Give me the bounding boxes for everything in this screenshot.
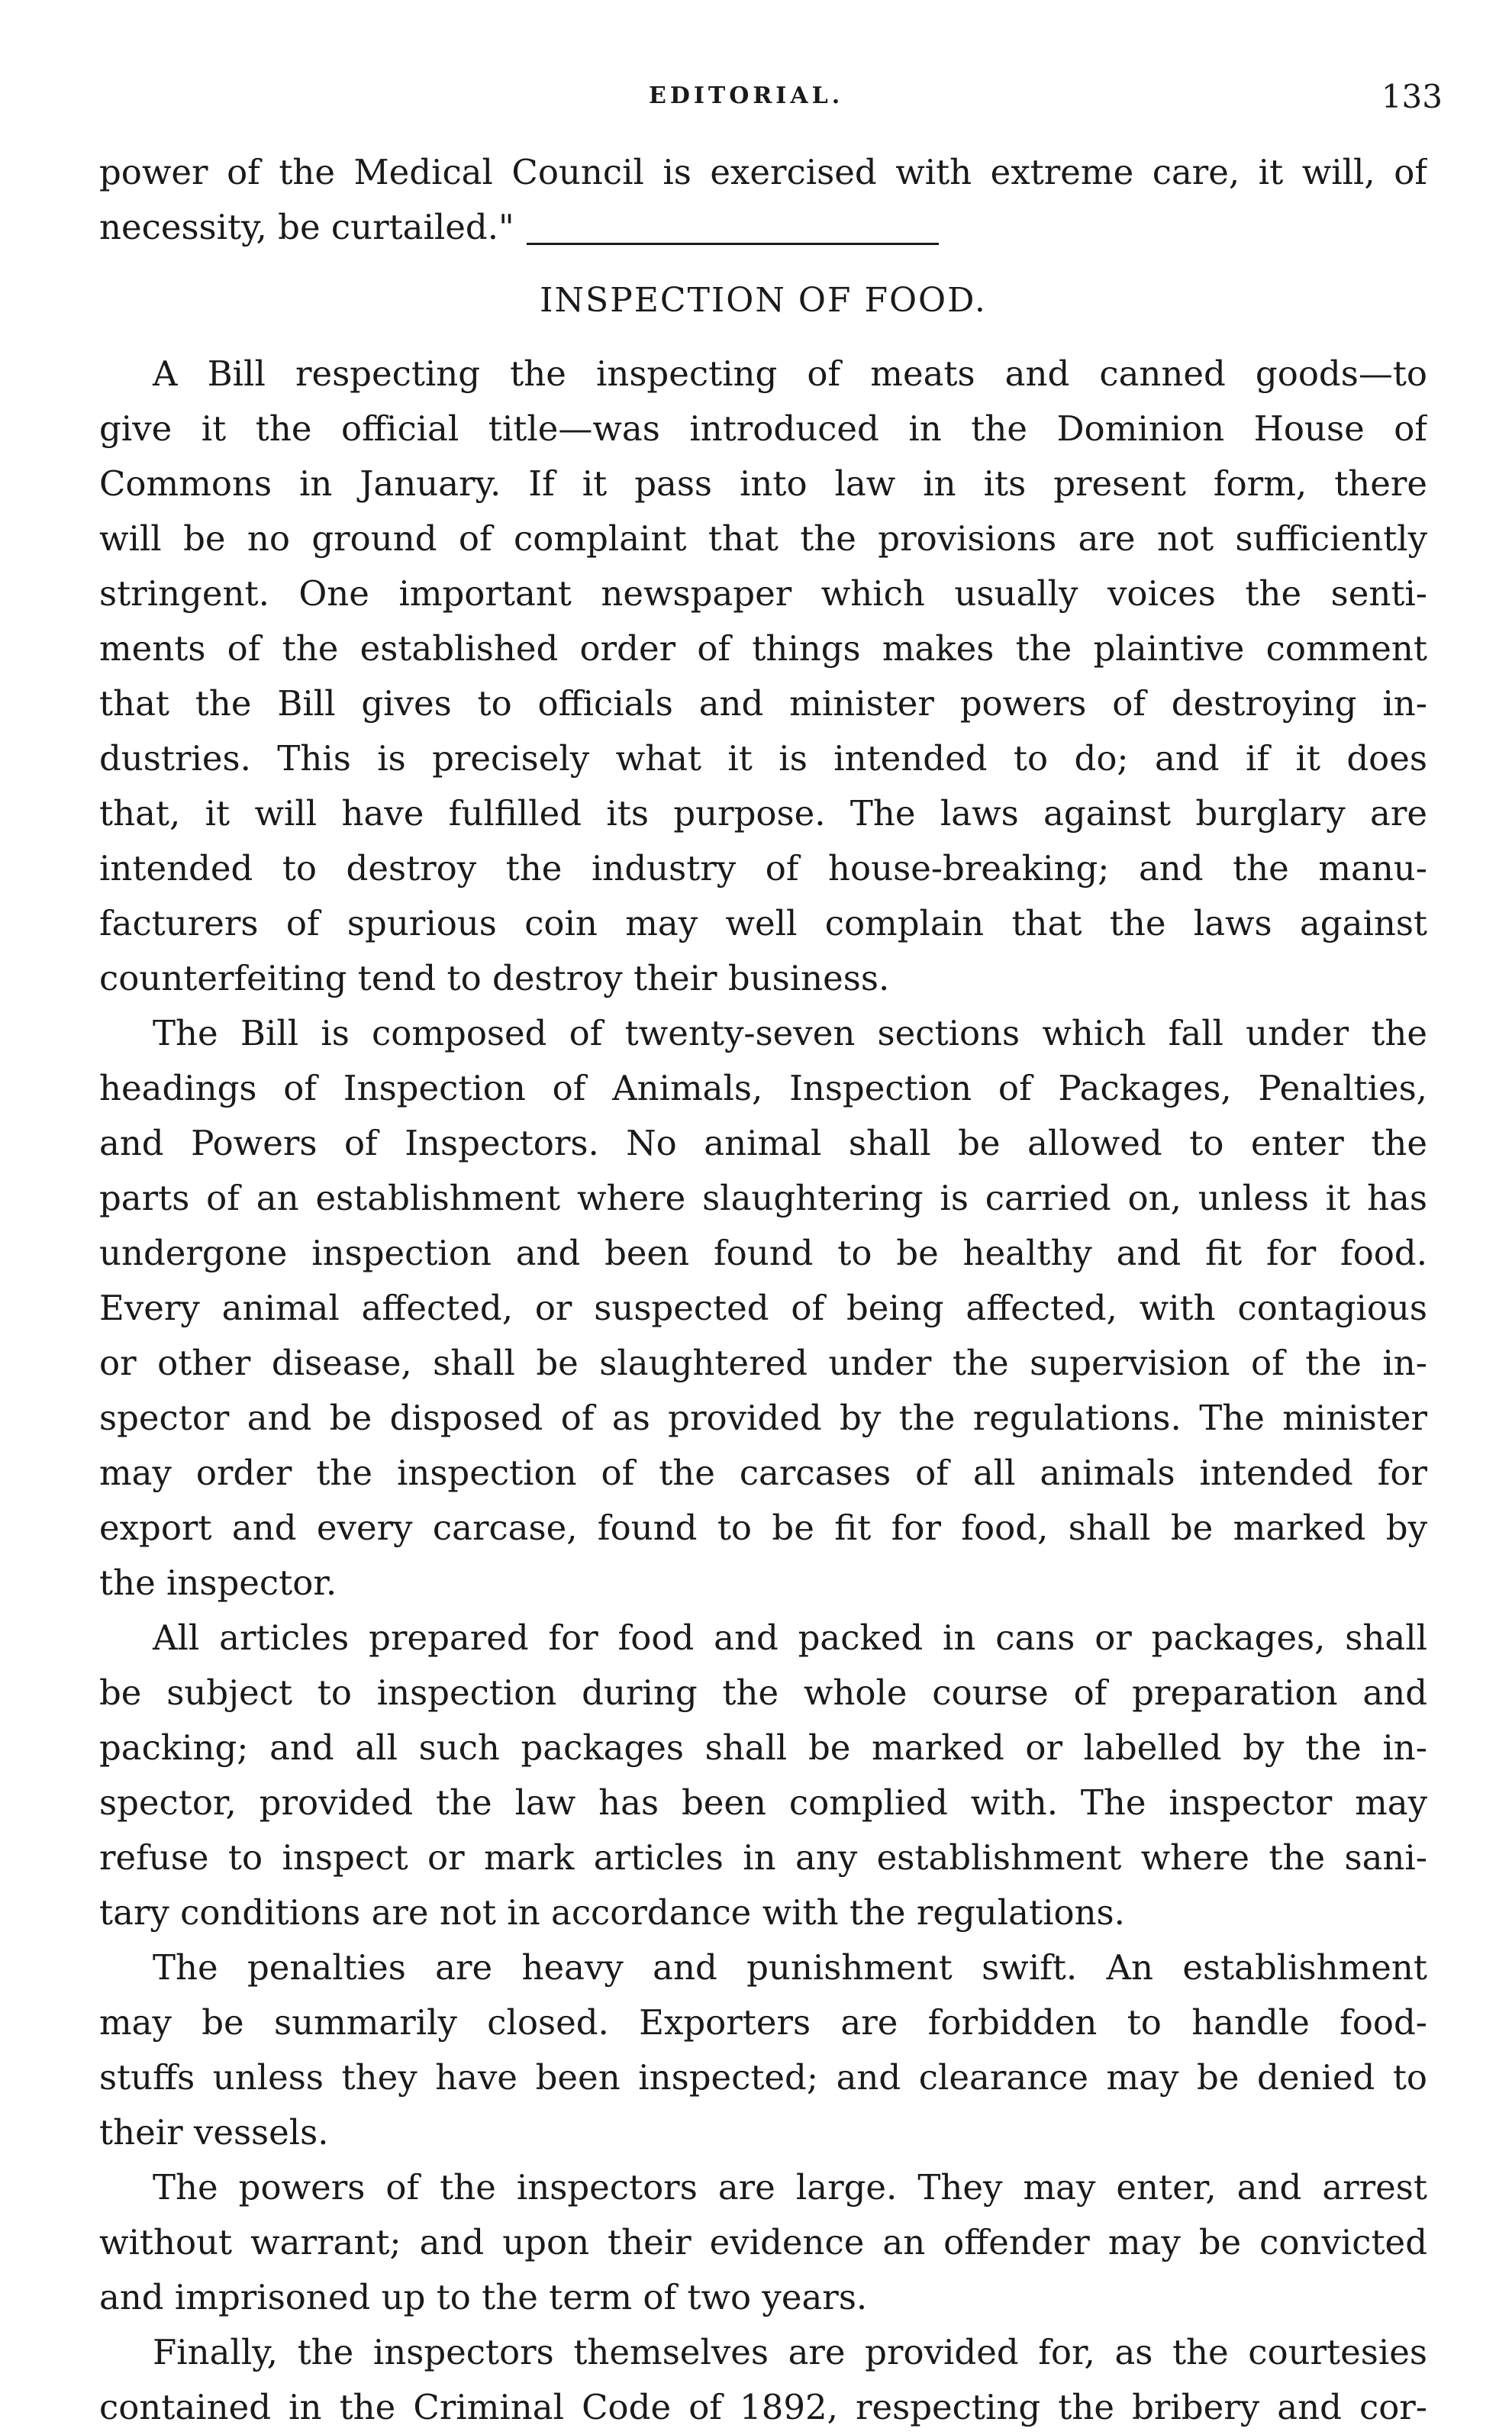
text-line: All articles prepared for food and packed in cans or packages, shall bbox=[153, 1617, 1427, 1658]
text-line: undergone inspection and been found to be healthy and fit for food. bbox=[99, 1233, 1427, 1273]
text-line: or other disease, shall be slaughtered under the supervision of the in- bbox=[99, 1343, 1427, 1383]
intro-line: necessity, be curtailed." bbox=[99, 207, 514, 247]
text-line: that the Bill gives to officials and minister powers of destroying in- bbox=[99, 683, 1427, 724]
text-line: intended to destroy the industry of house-breaking; and the manu- bbox=[99, 848, 1427, 889]
text-line: counterfeiting tend to destroy their business. bbox=[99, 958, 890, 998]
paragraph-packaged-articles bbox=[99, 1611, 1427, 1940]
text-line: A Bill respecting the inspecting of meats and canned goods—to bbox=[153, 353, 1427, 394]
text-line: Commons in January. If it pass into law in its present form, there bbox=[99, 463, 1427, 504]
text-line: the inspector. bbox=[99, 1563, 337, 1603]
text-line: give it the official title—was introduced in the Dominion House of bbox=[99, 408, 1427, 449]
text-line: The penalties are heavy and punishment swift. An establishment bbox=[153, 1947, 1427, 1988]
text-line: be subject to inspection during the whole course of preparation and bbox=[99, 1672, 1427, 1713]
text-line: packing; and all such packages shall be marked or labelled by the in- bbox=[99, 1727, 1427, 1768]
text-line: that, it will have fulfilled its purpose. The laws against burglary are bbox=[99, 793, 1427, 834]
text-line: and Powers of Inspectors. No animal shall be allowed to enter the bbox=[99, 1123, 1427, 1163]
text-line: will be no ground of complaint that the provisions are not sufficiently bbox=[99, 518, 1427, 559]
text-line: spector and be disposed of as provided by the regulations. The minister bbox=[99, 1398, 1427, 1438]
text-line: stuffs unless they have been inspected; and clearance may be denied to bbox=[99, 2057, 1427, 2098]
text-line: contained in the Criminal Code of 1892, respecting the bribery and cor- bbox=[99, 2387, 1427, 2427]
text-line: ments of the established order of things makes the plaintive comment bbox=[99, 628, 1427, 669]
text-line: dustries. This is precisely what it is intended to do; and if it does bbox=[99, 738, 1427, 779]
intro-line-with-rule bbox=[99, 200, 1427, 255]
paragraph-finally bbox=[99, 2325, 1427, 2435]
text-line: stringent. One important newspaper which usually voices the senti- bbox=[99, 573, 1427, 614]
text-line: refuse to inspect or mark articles in any establishment where the sani- bbox=[99, 1837, 1427, 1878]
paragraph-bill-introduction bbox=[99, 347, 1427, 1006]
text-line: tary conditions are not in accordance with the regulations. bbox=[99, 1892, 1125, 1933]
article-body bbox=[99, 145, 1427, 2435]
text-line: Finally, the inspectors themselves are provided for, as the courtesies bbox=[153, 2332, 1427, 2372]
text-line: their vessels. bbox=[99, 2112, 329, 2153]
text-line: may be summarily closed. Exporters are forbidden to handle food- bbox=[99, 2002, 1427, 2043]
paragraph-inspector-powers bbox=[99, 2160, 1427, 2325]
text-line: spector, provided the law has been complied with. The inspector may bbox=[99, 1782, 1427, 1823]
paragraph-bill-sections bbox=[99, 1006, 1427, 1611]
text-line: headings of Inspection of Animals, Inspection of Packages, Penalties, bbox=[99, 1068, 1427, 1108]
section-heading: INSPECTION OF FOOD. bbox=[540, 281, 987, 320]
running-head bbox=[99, 78, 1443, 128]
running-head-title: EDITORIAL. bbox=[649, 82, 844, 109]
intro-line: power of the Medical Council is exercised with extreme care, it will, of bbox=[99, 152, 1427, 192]
text-line: The powers of the inspectors are large. They may enter, and arrest bbox=[153, 2167, 1427, 2208]
text-line: may order the inspection of the carcases of all animals intended for bbox=[99, 1453, 1427, 1493]
section-divider-rule bbox=[527, 243, 939, 245]
text-line: parts of an establishment where slaughtering is carried on, unless it has bbox=[99, 1178, 1427, 1218]
text-line: and imprisoned up to the term of two years. bbox=[99, 2277, 868, 2317]
text-line: without warrant; and upon their evidence an offender may be convicted bbox=[99, 2222, 1427, 2262]
text-line: The Bill is composed of twenty-seven sections which fall under the bbox=[153, 1013, 1427, 1053]
page-number: 133 bbox=[1381, 78, 1443, 115]
text-line: facturers of spurious coin may well complain that the laws against bbox=[99, 903, 1427, 943]
paragraph-penalties bbox=[99, 1940, 1427, 2160]
text-line: export and every carcase, found to be fit for food, shall be marked by bbox=[99, 1508, 1427, 1548]
text-line: Every animal affected, or suspected of being affected, with contagious bbox=[99, 1288, 1427, 1328]
